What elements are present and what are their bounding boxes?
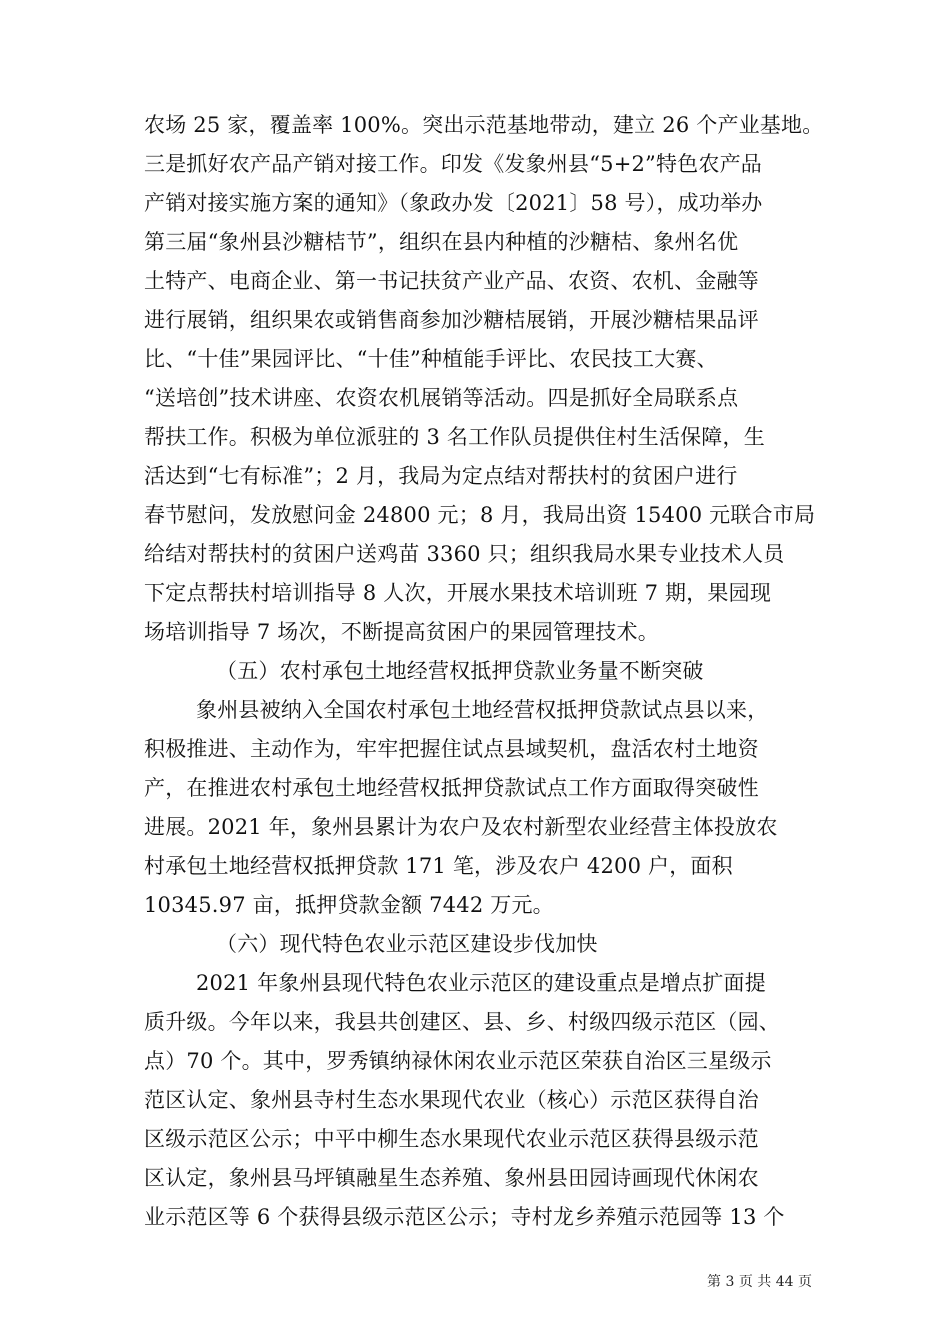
paragraph-first-line: 2021 年象州县现代特色农业示范区的建设重点是增点扩面提: [196, 971, 766, 995]
text-line: 进行展销，组织果农或销售商参加沙糖桔展销，开展沙糖桔果品评: [144, 308, 759, 332]
text-line: 质升级。今年以来，我县共创建区、县、乡、村级四级示范区（园、: [144, 1010, 780, 1034]
text-line: 帮扶工作。积极为单位派驻的 3 名工作队员提供住村生活保障，生: [144, 425, 765, 449]
text-line: “送培创”技术讲座、农资农机展销等活动。四是抓好全局联系点: [144, 386, 739, 410]
text-line: 下定点帮扶村培训指导 8 人次，开展水果技术培训班 7 期，果园现: [144, 581, 772, 605]
text-line: 场培训指导 7 场次，不断提高贫困户的果园管理技术。: [144, 620, 659, 644]
text-line: 业示范区等 6 个获得县级示范区公示；寺村龙乡养殖示范园等 13 个: [144, 1205, 785, 1229]
text-line: 积极推进、主动作为，牢牢把握住试点县域契机，盘活农村土地资: [144, 737, 759, 761]
document-body: [144, 106, 824, 1237]
text-line: 区认定，象州县马坪镇融星生态养殖、象州县田园诗画现代休闲农: [144, 1166, 759, 1190]
text-line: 活达到“七有标准”；2 月，我局为定点结对帮扶村的贫困户进行: [144, 464, 738, 488]
text-line: 土特产、电商企业、第一书记扶贫产业产品、农资、农机、金融等: [144, 269, 759, 293]
text-line: 比、“十佳”果园评比、“十佳”种植能手评比、农民技工大赛、: [144, 347, 718, 371]
text-line: 范区认定、象州县寺村生态水果现代农业（核心）示范区获得自治: [144, 1088, 759, 1112]
text-line: 10345.97 亩，抵押贷款金额 7442 万元。: [144, 893, 554, 917]
text-line: 第三届“象州县沙糖桔节”，组织在县内种植的沙糖桔、象州名优: [144, 230, 739, 254]
text-line: 给结对帮扶村的贫困户送鸡苗 3360 只；组织我局水果专业技术人员: [144, 542, 785, 566]
paragraph-first-line: 象州县被纳入全国农村承包土地经营权抵押贷款试点县以来，: [196, 698, 769, 722]
section-heading: （五）农村承包土地经营权抵押贷款业务量不断突破: [216, 659, 704, 683]
text-line: 区级示范区公示；中平中柳生态水果现代农业示范区获得县级示范: [144, 1127, 759, 1151]
text-line: 三是抓好农产品产销对接工作。印发《发象州县“5+2”特色农产品: [144, 152, 762, 176]
text-line: 产销对接实施方案的通知》（象政办发〔2021〕58 号），成功举办: [144, 191, 763, 215]
text-line: 产，在推进农村承包土地经营权抵押贷款试点工作方面取得突破性: [144, 776, 759, 800]
text-line: 春节慰问，发放慰问金 24800 元；8 月，我局出资 15400 元联合市局: [144, 503, 816, 527]
text-line: 农场 25 家，覆盖率 100%。突出示范基地带动，建立 26 个产业基地。: [144, 113, 824, 137]
text-line: 村承包土地经营权抵押贷款 171 笔，涉及农户 4200 户，面积: [144, 854, 733, 878]
page-number: 第 3 页 共 44 页: [707, 1274, 812, 1290]
section-heading: （六）现代特色农业示范区建设步伐加快: [216, 932, 598, 956]
text-line: 点）70 个。其中，罗秀镇纳禄休闲农业示范区荣获自治区三星级示: [144, 1049, 772, 1073]
text-line: 进展。2021 年，象州县累计为农户及农村新型农业经营主体投放农: [144, 815, 778, 839]
